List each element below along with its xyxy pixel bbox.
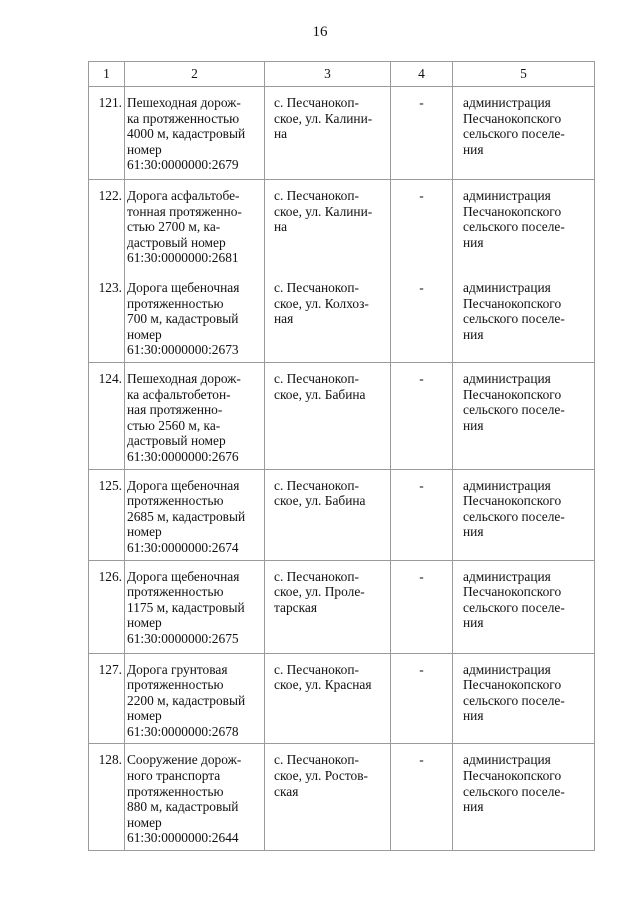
column-4-value: -: [391, 180, 453, 270]
object-owner-line: Песчанокопского: [463, 493, 562, 509]
object-name-line: дастровый номер: [127, 234, 226, 250]
object-address-line: с. Песчанокоп-: [274, 568, 359, 584]
object-owner-line: сельского поселе-: [463, 311, 565, 327]
object-owner-line: Песчанокопского: [463, 203, 562, 219]
object-owner-line: администрация: [463, 370, 551, 386]
object-name-line: Дорога асфальтобе-: [127, 188, 240, 203]
object-name-line: 61:30:0000000:2679: [127, 157, 239, 173]
object-owner-line: администрация: [463, 188, 551, 203]
object-owner-line: сельского поселе-: [463, 692, 565, 708]
table-header-row: [89, 62, 595, 87]
object-name-line: 700 м, кадастровый: [127, 311, 239, 327]
row-number: 121.: [89, 87, 125, 180]
object-owner-line: ния: [463, 326, 484, 342]
object-name-line: номер: [127, 708, 162, 724]
object-owner-line: ния: [463, 708, 484, 724]
object-owner-line: сельского поселе-: [463, 508, 565, 524]
object-name-line: Сооружение дорож-: [127, 752, 242, 768]
object-address-line: ское, ул. Колхоз-: [274, 295, 369, 311]
object-name-line: 61:30:0000000:2674: [127, 539, 239, 555]
object-name-line: Дорога щебеночная: [127, 477, 240, 493]
column-4-value: -: [391, 270, 453, 362]
object-name: [125, 270, 265, 362]
object-owner-line: сельского поселе-: [463, 599, 565, 615]
object-address-line: ское, ул. Бабина: [274, 493, 366, 509]
object-owner: [453, 180, 595, 270]
table-row: [89, 362, 595, 469]
object-owner-line: сельского поселе-: [463, 219, 565, 235]
object-name-line: 61:30:0000000:2644: [127, 830, 239, 846]
row-number: 124.: [89, 362, 125, 469]
row-number: 126.: [89, 560, 125, 653]
object-address: [265, 560, 391, 653]
object-owner: [453, 87, 595, 180]
column-header: 5: [453, 62, 595, 87]
object-owner: [453, 653, 595, 744]
object-address-line: ское, ул. Калини-: [274, 110, 373, 126]
object-owner-line: Песчанокопского: [463, 295, 562, 311]
object-address: [265, 270, 391, 362]
page-number: 16: [312, 24, 328, 40]
object-name: [125, 744, 265, 851]
table-row: [89, 560, 595, 653]
column-header: 2: [125, 62, 265, 87]
object-owner-line: сельского поселе-: [463, 126, 565, 142]
object-name-line: ная протяженно-: [127, 402, 223, 418]
column-4-value: -: [391, 653, 453, 744]
object-address-line: с. Песчанокоп-: [274, 279, 359, 295]
object-owner: [453, 744, 595, 851]
object-name-line: стью 2700 м, ка-: [127, 219, 221, 235]
object-name: [125, 560, 265, 653]
object-name-line: протяженностью: [127, 677, 224, 693]
object-name-line: протяженностью: [127, 783, 224, 799]
object-owner-line: администрация: [463, 752, 551, 768]
object-owner-line: сельского поселе-: [463, 402, 565, 418]
object-name-line: ного транспорта: [127, 768, 221, 784]
object-owner: [453, 560, 595, 653]
object-address: [265, 87, 391, 180]
object-name-line: номер: [127, 524, 162, 540]
object-owner-line: Песчанокопского: [463, 110, 562, 126]
column-4-value: -: [391, 560, 453, 653]
object-owner-line: администрация: [463, 568, 551, 584]
row-number: 122.: [89, 180, 125, 270]
object-name-line: 61:30:0000000:2675: [127, 630, 239, 646]
object-owner-line: ния: [463, 141, 484, 157]
object-name-line: 2200 м, кадастровый: [127, 692, 246, 708]
object-address-line: ская: [274, 783, 299, 799]
table-row: [89, 180, 595, 270]
object-owner-line: администрация: [463, 477, 551, 493]
object-owner-line: администрация: [463, 95, 551, 110]
object-name: [125, 469, 265, 560]
object-owner-line: сельского поселе-: [463, 783, 565, 799]
column-header: 3: [265, 62, 391, 87]
column-4-value: -: [391, 744, 453, 851]
object-address: [265, 362, 391, 469]
table-row: [89, 87, 595, 180]
object-name-line: протяженностью: [127, 295, 224, 311]
object-address-line: с. Песчанокоп-: [274, 661, 359, 677]
object-owner-line: администрация: [463, 279, 551, 295]
table-row: [89, 469, 595, 560]
object-name-line: 2685 м, кадастровый: [127, 508, 246, 524]
object-name-line: стью 2560 м, ка-: [127, 417, 221, 433]
table-row: [89, 653, 595, 744]
table-row: [89, 744, 595, 851]
object-address: [265, 653, 391, 744]
object-address-line: на: [274, 219, 288, 235]
registry-table: [88, 61, 595, 851]
table-row: [89, 270, 595, 362]
object-owner-line: ния: [463, 799, 484, 815]
object-name-line: Дорога щебеночная: [127, 568, 240, 584]
object-name-line: протяженностью: [127, 584, 224, 600]
object-owner-line: ния: [463, 524, 484, 540]
column-4-value: -: [391, 362, 453, 469]
object-name-line: 61:30:0000000:2678: [127, 723, 239, 739]
object-owner-line: ния: [463, 234, 484, 250]
object-name-line: номер: [127, 814, 162, 830]
object-owner: [453, 362, 595, 469]
object-name-line: протяженностью: [127, 493, 224, 509]
column-header: 1: [89, 62, 125, 87]
object-name: [125, 180, 265, 270]
object-name-line: тонная протяженно-: [127, 203, 242, 219]
object-address: [265, 744, 391, 851]
object-name-line: 4000 м, кадастровый: [127, 126, 246, 142]
object-name-line: ка асфальтобетон-: [127, 386, 231, 402]
object-owner-line: Песчанокопского: [463, 386, 562, 402]
row-number: 127.: [89, 653, 125, 744]
object-owner-line: администрация: [463, 661, 551, 677]
object-address-line: ское, ул. Бабина: [274, 386, 366, 402]
object-name-line: 61:30:0000000:2673: [127, 342, 239, 358]
object-name-line: Дорога щебеночная: [127, 279, 240, 295]
object-name-line: номер: [127, 141, 162, 157]
column-4-value: -: [391, 87, 453, 180]
object-name-line: Пешеходная дорож-: [127, 370, 241, 386]
object-name: [125, 87, 265, 180]
object-name: [125, 653, 265, 744]
object-name-line: 61:30:0000000:2681: [127, 250, 239, 266]
object-address-line: тарская: [274, 599, 318, 615]
object-address-line: на: [274, 126, 288, 142]
object-address-line: ское, ул. Калини-: [274, 203, 373, 219]
object-owner: [453, 469, 595, 560]
object-name-line: ка протяженностью: [127, 110, 240, 126]
object-address-line: ское, ул. Красная: [274, 677, 372, 693]
object-owner-line: ния: [463, 417, 484, 433]
object-address-line: с. Песчанокоп-: [274, 188, 359, 203]
object-address-line: ная: [274, 311, 294, 327]
object-name-line: дастровый номер: [127, 433, 226, 449]
object-name-line: 61:30:0000000:2676: [127, 448, 239, 464]
object-owner-line: Песчанокопского: [463, 584, 562, 600]
object-address: [265, 469, 391, 560]
row-number: 128.: [89, 744, 125, 851]
object-address-line: с. Песчанокоп-: [274, 752, 359, 768]
object-address: [265, 180, 391, 270]
object-name-line: 880 м, кадастровый: [127, 799, 239, 815]
column-header: 4: [391, 62, 453, 87]
object-name-line: 1175 м, кадастровый: [127, 599, 245, 615]
object-name-line: Дорога грунтовая: [127, 661, 228, 677]
object-name: [125, 362, 265, 469]
object-owner-line: ния: [463, 615, 484, 631]
row-number: 123.: [89, 270, 125, 362]
object-address-line: с. Песчанокоп-: [274, 95, 359, 110]
object-address-line: с. Песчанокоп-: [274, 477, 359, 493]
row-number: 125.: [89, 469, 125, 560]
object-owner-line: Песчанокопского: [463, 768, 562, 784]
object-address-line: ское, ул. Ростов-: [274, 768, 368, 784]
object-name-line: номер: [127, 615, 162, 631]
object-name-line: Пешеходная дорож-: [127, 95, 241, 110]
object-name-line: номер: [127, 326, 162, 342]
object-owner: [453, 270, 595, 362]
object-owner-line: Песчанокопского: [463, 677, 562, 693]
object-address-line: с. Песчанокоп-: [274, 370, 359, 386]
column-4-value: -: [391, 469, 453, 560]
object-address-line: ское, ул. Проле-: [274, 584, 365, 600]
